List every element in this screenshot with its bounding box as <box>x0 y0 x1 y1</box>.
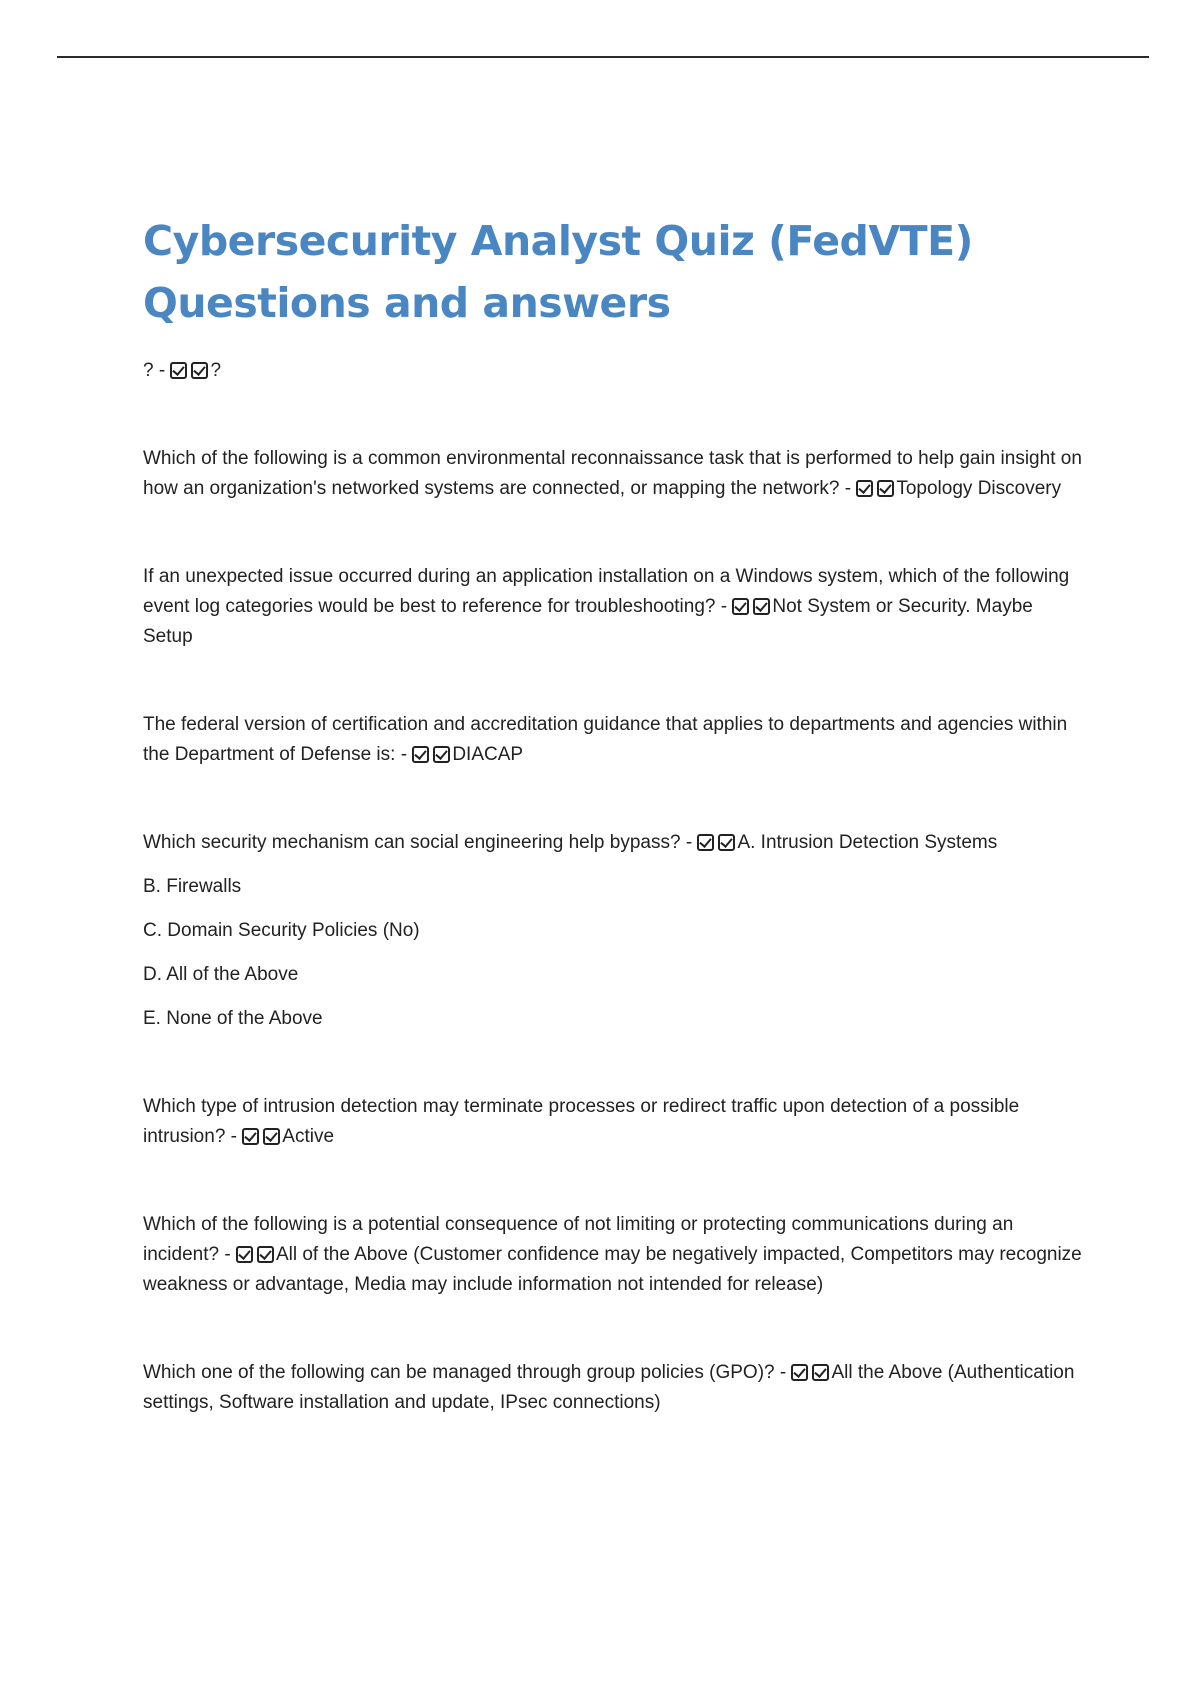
question-text: Which type of intrusion detection may terminate processes or redirect traffic upon detection of a possible intrusion? <box>143 1096 1020 1147</box>
answer-text: Topology Discovery <box>896 478 1062 499</box>
checkbox-checked-icon <box>412 746 429 763</box>
checkbox-checked-icon <box>433 746 450 763</box>
question-text: Which security mechanism can social engineering help bypass? <box>143 832 681 853</box>
checkbox-checked-icon <box>697 834 714 851</box>
document-body <box>143 210 1083 1476</box>
answer-option: D. All of the Above <box>143 964 299 985</box>
checkbox-checked-icon <box>236 1246 253 1263</box>
separator: - <box>225 1126 243 1147</box>
qa-item-5 <box>143 1092 1083 1152</box>
question-text: The federal version of certification and accreditation guidance that applies to departments and agencies within the Department of Defense is: <box>143 714 1068 765</box>
answer-text: All of the Above (Customer confidence may be negatively impacted, Competitors may recognize weakness or advantage, Media may include information not intended for release) <box>143 1244 1082 1295</box>
intro-line <box>143 356 1083 386</box>
question-text: Which one of the following can be managed through group policies (GPO)? <box>143 1362 775 1383</box>
intro-question: ? <box>143 360 154 381</box>
separator: - <box>774 1362 792 1383</box>
answer-text: A. Intrusion Detection Systems <box>737 832 998 853</box>
answer-text: Not System or Security. Maybe Setup <box>143 596 1033 647</box>
document-title: Cybersecurity Analyst Quiz (FedVTE) Questions and answers <box>143 217 973 327</box>
checkbox-checked-icon <box>791 1364 808 1381</box>
separator: - <box>219 1244 236 1265</box>
answer-text: All the Above (Authentication settings, Software installation and update, IPsec connections) <box>143 1362 1075 1413</box>
checkbox-checked-icon <box>257 1246 274 1263</box>
separator: - <box>680 832 698 853</box>
separator: - <box>395 744 413 765</box>
question-text: Which of the following is a common environmental reconnaissance task that is performed to help gain insight on how an organization's networked systems are connected, or mapping the network? <box>143 448 1082 499</box>
qa-item-4 <box>143 828 1083 1034</box>
checkbox-checked-icon <box>263 1128 280 1145</box>
checkbox-checked-icon <box>812 1364 829 1381</box>
qa-item-2 <box>143 562 1083 652</box>
qa-item-1 <box>143 444 1083 504</box>
qa-item-3 <box>143 710 1083 770</box>
checkbox-checked-icon <box>732 598 749 615</box>
answer-text: DIACAP <box>452 744 524 765</box>
checkbox-checked-icon <box>191 362 208 379</box>
answer-option: C. Domain Security Policies (No) <box>143 920 420 941</box>
checkbox-checked-icon <box>242 1128 259 1145</box>
answer-option: B. Firewalls <box>143 876 242 897</box>
checkbox-checked-icon <box>753 598 770 615</box>
intro-answer: ? <box>210 360 222 381</box>
checkbox-checked-icon <box>877 480 894 497</box>
separator: - <box>153 360 171 381</box>
separator: - <box>839 478 857 499</box>
question-text: If an unexpected issue occurred during an application installation on a Windows system, which of the following event log categories would be best to reference for troubleshooting? <box>143 566 1070 617</box>
answer-option: E. None of the Above <box>143 1008 323 1029</box>
checkbox-checked-icon <box>856 480 873 497</box>
qa-item-7 <box>143 1358 1083 1418</box>
separator: - <box>715 596 733 617</box>
checkbox-checked-icon <box>170 362 187 379</box>
answer-text: Active <box>282 1126 335 1147</box>
header-rule <box>57 56 1149 58</box>
qa-item-6 <box>143 1210 1083 1300</box>
question-text: Which of the following is a potential consequence of not limiting or protecting communications during an incident? <box>143 1214 1014 1265</box>
checkbox-checked-icon <box>718 834 735 851</box>
